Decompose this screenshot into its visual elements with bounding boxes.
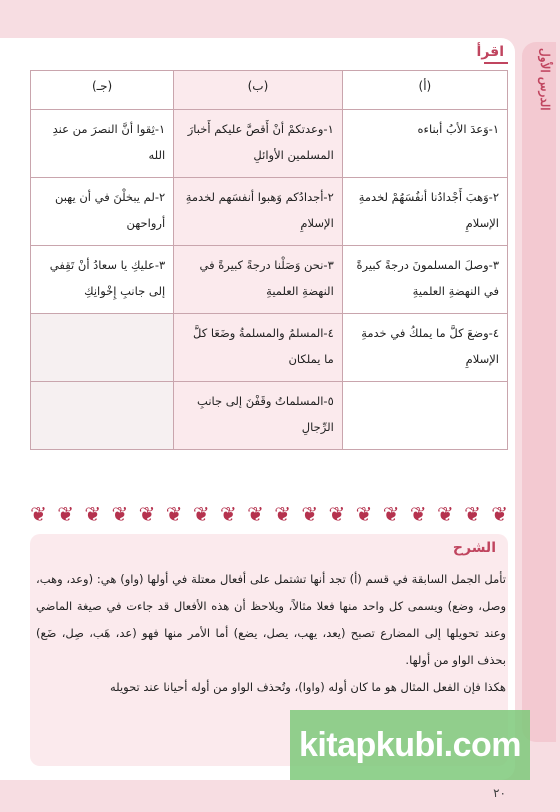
explanation-title: الشرح (452, 540, 496, 556)
watermark-text: kitapkubi.com (298, 725, 522, 764)
lesson-side-label: الدرس الأول (538, 48, 552, 111)
ornament-icon: ❦ (355, 502, 373, 526)
cell-a5 (342, 382, 507, 450)
cell-a4: ٤-وضعَ كلَّ ما يملكُ في خدمةِ الإسلامِ (342, 314, 507, 382)
ornament-icon: ❦ (84, 502, 102, 526)
read-heading: اقرأ (476, 44, 504, 60)
ornament-icon: ❦ (464, 502, 481, 526)
cell-b3: ٣-نحن وَصَلْنا درجةً كبيرةً في النهضةِ العلميةِ (174, 246, 343, 314)
cell-c4 (31, 314, 174, 382)
cell-a3: ٣-وصلَ المسلمونَ درجةً كبيرةً في النهضةِ العلميةِ (342, 246, 507, 314)
ornament-icon: ❦ (192, 502, 210, 526)
ornament-icon: ❦ (247, 502, 264, 526)
ornament-icon: ❦ (219, 502, 237, 526)
explanation-paragraph: تأمل الجمل السابقة في قسم (أ) تجد أنها تشتمل على أفعال معتلة في أولها (واو) هي: (وعد، وهب، وصل، وضع) ويسمى كل واحد منها فعلا مثالاً، ويلاحظ أن هذه الأفعال قد جاءت في صيغة الماضي وعند تحويلها إلى المضارع تصبح (يعد، يهب، يصل، يضع) أما الأمر منها فهو (عد، هَب، صِل، ضَع) بحذف الواو من أولها. (36, 572, 506, 667)
cell-b5: ٥-المسلماتُ وقَفْنَ إلى جانبِ الرِّجالِ (174, 382, 343, 450)
ornament-icon: ❦ (436, 502, 454, 526)
header-a: (أ) (342, 71, 507, 110)
header-b: (ب) (174, 71, 343, 110)
table-row (31, 382, 508, 450)
side-tab (522, 42, 556, 742)
ornament-icon: ❦ (328, 502, 346, 526)
decorative-divider (30, 500, 508, 528)
cell-c1: ١-ثِقوا أنَّ النصرَ من عندِ الله (31, 110, 174, 178)
ornament-icon: ❦ (409, 502, 427, 526)
cell-b4: ٤-المسلمُ والمسلمةُ وضَعَا كلَّ ما يملكان (174, 314, 343, 382)
table-row (31, 314, 508, 382)
cell-b1: ١-وعدتكمْ أنْ أَقصَّ عليكم أَخبارَ المسلمين الأوائلِ (174, 110, 343, 178)
cell-c3: ٣-عليكِ يا سعادُ أنْ تَقِفي إلى جانبِ إِخْوانِكِ (31, 246, 174, 314)
ornament-icon: ❦ (274, 502, 291, 526)
table-row (31, 178, 508, 246)
ornament-icon: ❦ (111, 502, 129, 526)
ornament-icon: ❦ (491, 502, 508, 526)
watermark-logo (290, 710, 530, 780)
cell-c2: ٢-لم يبخلْنَ في أن يهبن أرواحهن (31, 178, 174, 246)
header-c: (جـ) (31, 71, 174, 110)
examples-table (30, 70, 508, 450)
ornament-icon: ❦ (57, 502, 74, 526)
cell-a1: ١-وَعدَ الأبُ أبناءه (342, 110, 507, 178)
cell-c5 (31, 382, 174, 450)
explanation-paragraph: هكذا فإن الفعل المثال هو ما كان أوله (واوا)، وتُحذف الواو من أوله أحيانا عند تحويله (109, 680, 506, 694)
cell-a2: ٢-وَهبَ أَجْدادُنا أنفُسَهُمْ لخدمةِ الإسلامِ (342, 178, 507, 246)
explanation-text (36, 566, 506, 701)
ornament-icon: ❦ (138, 502, 156, 526)
ornament-icon: ❦ (382, 502, 400, 526)
ornament-icon: ❦ (165, 502, 183, 526)
cell-b2: ٢-أجدادُكم وَهبوا أنفسَهم لخدمةِ الإسلامِ (174, 178, 343, 246)
table-row (31, 110, 508, 178)
table-header-row (31, 71, 508, 110)
ornament-icon: ❦ (301, 502, 319, 526)
ornament-icon: ❦ (30, 502, 47, 526)
page-number: ٢٠ (493, 786, 506, 800)
table-row (31, 246, 508, 314)
read-heading-underline (484, 62, 508, 64)
